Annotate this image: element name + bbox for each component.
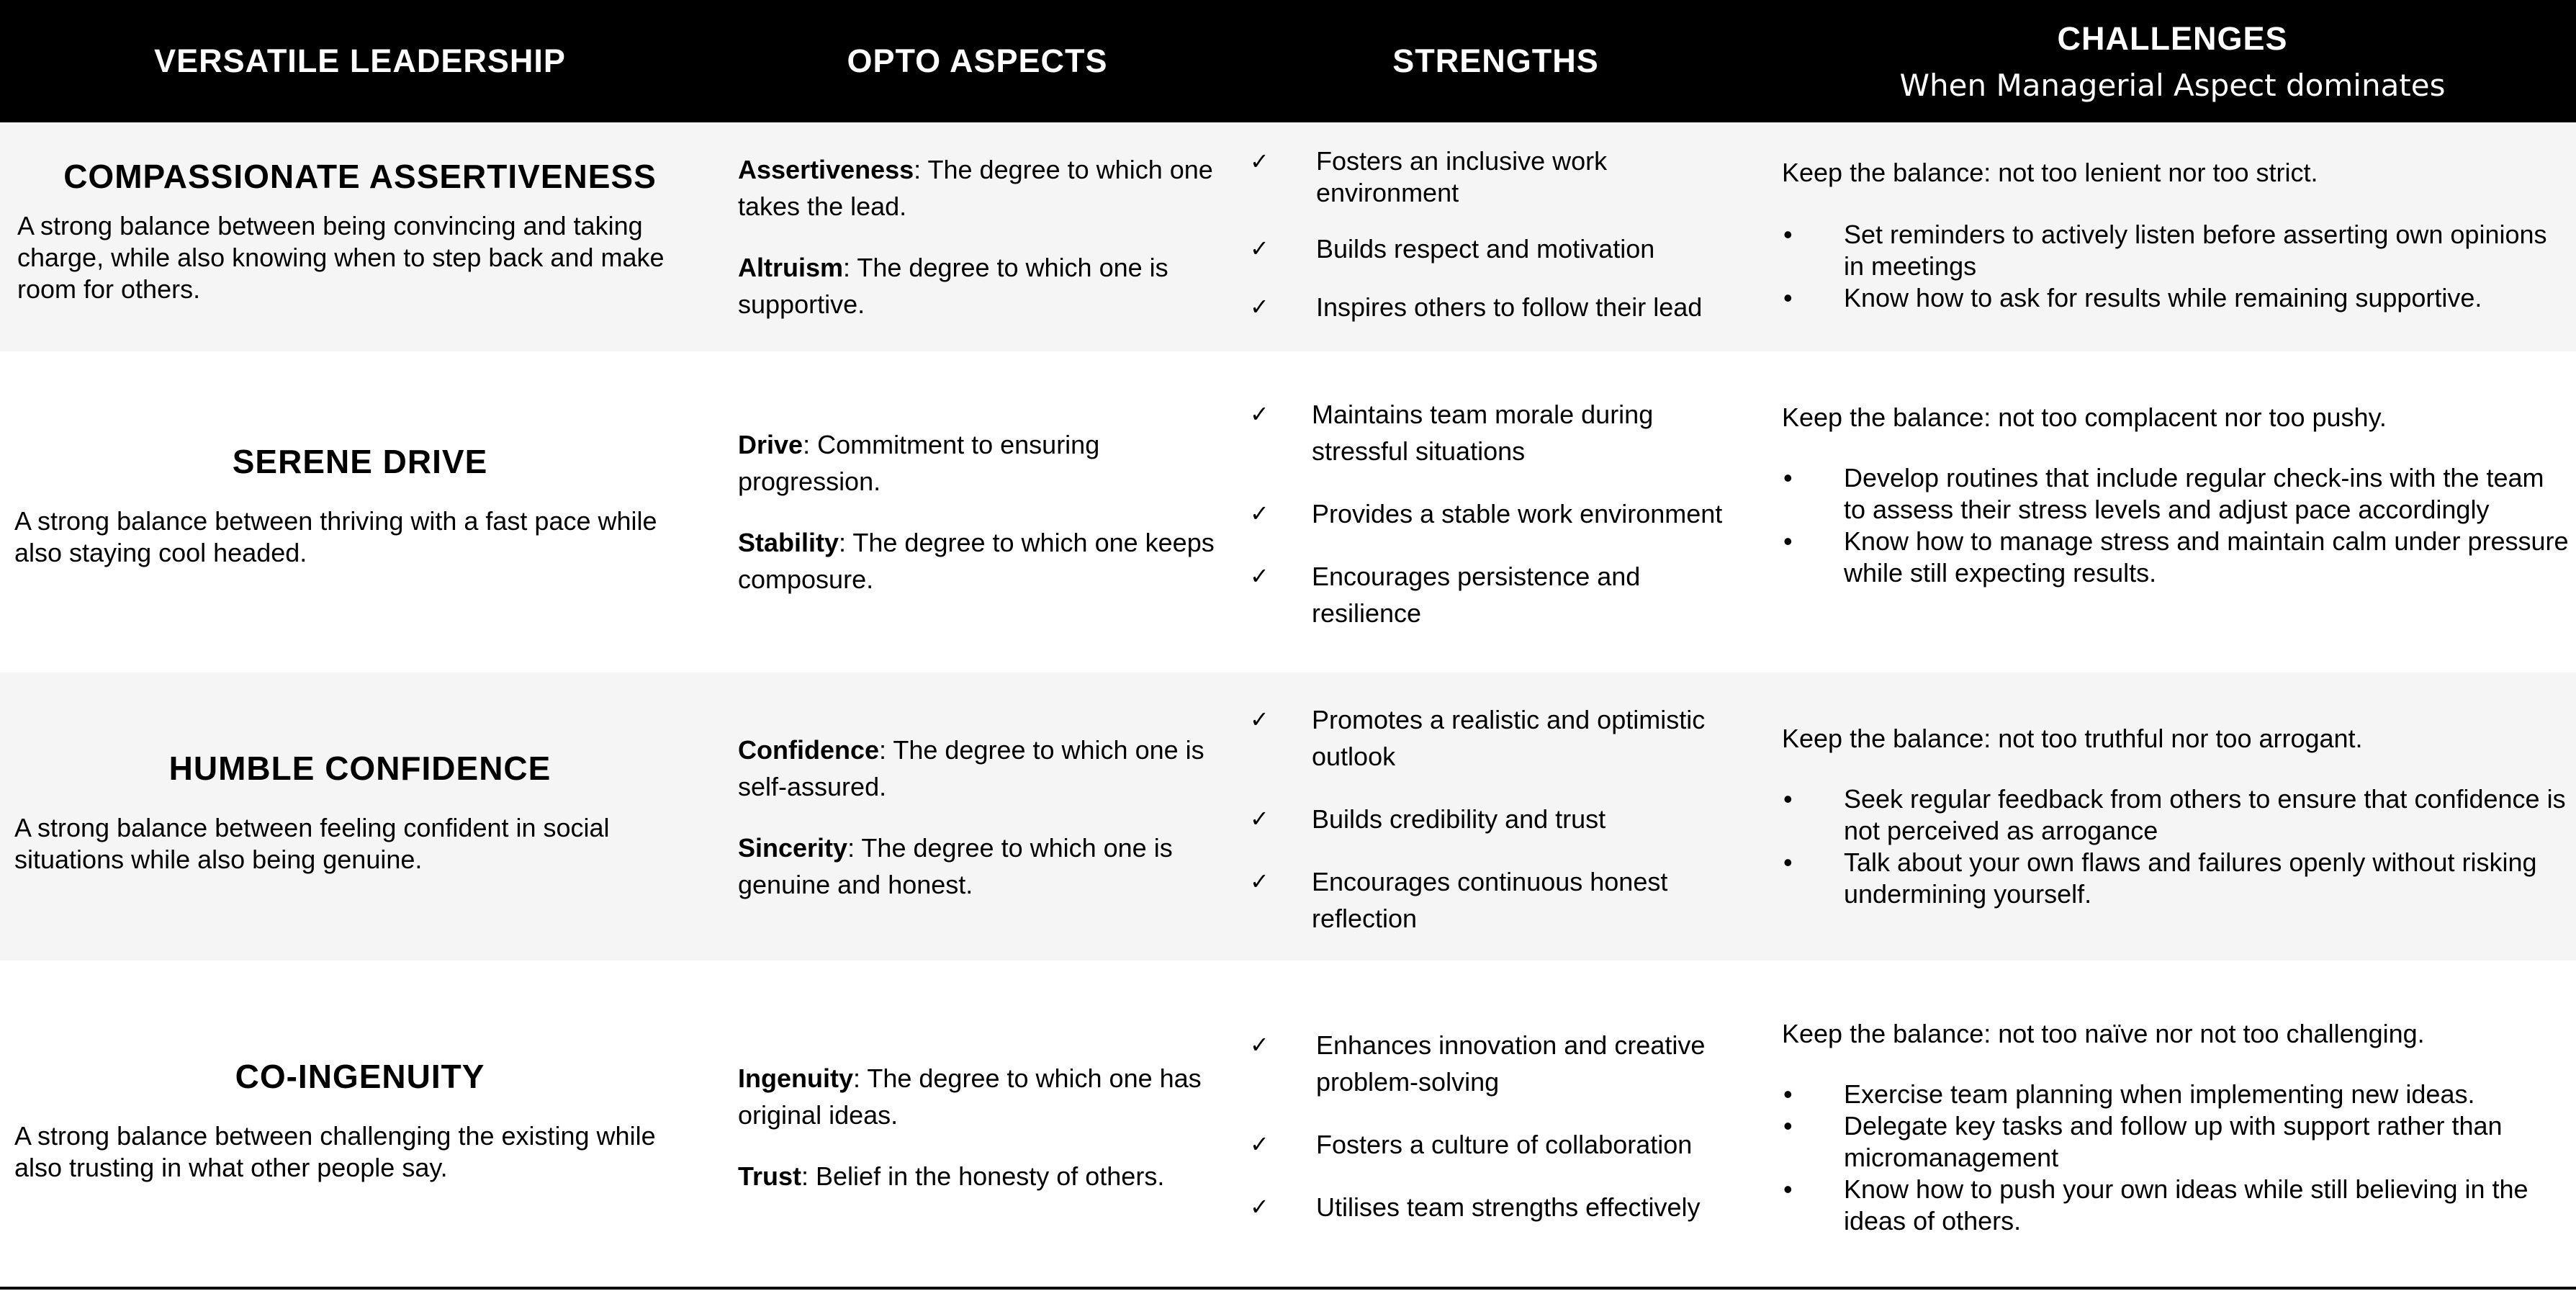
challenges-cell	[1782, 723, 2570, 910]
aspect-definition: : Commitment to ensuring progression.	[738, 430, 1100, 496]
check-icon: ✓	[1250, 293, 1269, 320]
strength-item	[1246, 1027, 1757, 1100]
aspect-definition: : The degree to which one is genuine and honest.	[738, 833, 1173, 899]
check-icon: ✓	[1250, 868, 1269, 895]
challenge-item	[1782, 1174, 2570, 1237]
bullet-icon: •	[1783, 784, 1793, 814]
check-icon: ✓	[1250, 1130, 1269, 1158]
challenge-text: Know how to manage stress and maintain calm under pressure while still expecting results.	[1844, 526, 2569, 588]
aspect-item	[738, 1158, 1228, 1195]
bullet-icon: •	[1783, 1174, 1793, 1204]
challenges-cell	[1782, 157, 2570, 314]
challenge-text: Exercise team planning when implementing new ideas.	[1844, 1079, 2475, 1109]
table-row	[0, 122, 2576, 351]
leadership-cell	[0, 1057, 720, 1184]
strength-text: Builds credibility and trust	[1312, 804, 1606, 834]
challenge-text: Set reminders to actively listen before asserting own opinions in meetings	[1844, 220, 2547, 281]
table-row	[0, 961, 2576, 1287]
bullet-icon: •	[1783, 1079, 1793, 1109]
aspects-cell	[738, 151, 1228, 347]
strength-text: Utilises team strengths effectively	[1316, 1192, 1701, 1222]
leadership-description: A strong balance between being convincing and taking charge, while also knowing when to step back and make room for others.	[17, 211, 665, 304]
bottom-divider	[0, 1287, 2576, 1290]
leadership-title: HUMBLE CONFIDENCE	[168, 750, 551, 787]
strength-text: Enhances innovation and creative problem-solving	[1316, 1030, 1706, 1097]
balance-statement: Keep the balance: not too truthful nor too arrogant.	[1782, 724, 2363, 753]
leadership-description: A strong balance between challenging the existing while also trusting in what other people say.	[14, 1121, 656, 1182]
strength-text: Encourages persistence and resilience	[1312, 562, 1641, 628]
check-icon: ✓	[1250, 805, 1269, 832]
balance-statement: Keep the balance: not too complacent nor too pushy.	[1782, 402, 2387, 432]
strength-item	[1246, 558, 1757, 631]
strength-item	[1246, 1189, 1757, 1225]
strength-item	[1246, 230, 1757, 267]
challenge-item	[1782, 462, 2570, 526]
check-icon: ✓	[1250, 1031, 1269, 1058]
leadership-description: A strong balance between thriving with a fast pace while also staying cool headed.	[14, 506, 657, 567]
aspect-item	[738, 249, 1228, 323]
aspect-definition: : The degree to which one keeps composure.	[738, 528, 1215, 594]
aspect-definition: : The degree to which one takes the lead.	[738, 155, 1213, 221]
aspects-cell	[738, 1060, 1228, 1219]
aspects-cell	[738, 426, 1228, 622]
header-label: VERSATILE LEADERSHIP	[154, 42, 566, 79]
aspect-item	[738, 1060, 1228, 1133]
challenge-text: Delegate key tasks and follow up with support rather than micromanagement	[1844, 1111, 2503, 1172]
check-icon: ✓	[1250, 500, 1269, 527]
strength-text: Fosters a culture of collaboration	[1316, 1130, 1693, 1159]
strength-text: Encourages continuous honest reflection	[1312, 867, 1668, 933]
challenge-item	[1782, 526, 2570, 589]
aspect-name: Drive	[738, 430, 803, 459]
aspect-definition: : The degree to which one is supportive.	[738, 253, 1168, 319]
aspect-definition: : The degree to which one has original ideas.	[738, 1063, 1202, 1130]
aspect-name: Assertiveness	[738, 155, 914, 184]
strength-text: Inspires others to follow their lead	[1316, 292, 1703, 322]
check-icon: ✓	[1250, 562, 1269, 590]
header-label: OPTO ASPECTS	[847, 42, 1108, 79]
leadership-cell	[0, 749, 720, 876]
challenge-item	[1782, 783, 2570, 847]
strength-item	[1246, 1126, 1757, 1163]
strength-text: Provides a stable work environment	[1312, 499, 1723, 528]
leadership-title: COMPASSIONATE ASSERTIVENESS	[63, 158, 657, 195]
strength-text: Builds respect and motivation	[1316, 234, 1655, 264]
aspect-item	[738, 426, 1228, 500]
strength-item	[1246, 396, 1757, 469]
leadership-title: SERENE DRIVE	[232, 443, 488, 480]
check-icon: ✓	[1250, 706, 1269, 733]
header-label: STRENGTHS	[1392, 42, 1599, 79]
leadership-cell	[0, 442, 720, 569]
header-versatile-leadership	[0, 0, 720, 122]
aspects-cell	[738, 732, 1228, 927]
header-sublabel: When Managerial Aspect dominates	[1899, 67, 2446, 103]
challenge-text: Talk about your own flaws and failures openly without risking undermining yourself.	[1844, 847, 2537, 909]
balance-statement: Keep the balance: not too naïve nor not too challenging.	[1782, 1019, 2425, 1048]
aspect-item	[738, 524, 1228, 598]
challenge-item	[1782, 847, 2570, 910]
table-row	[0, 351, 2576, 673]
strength-item	[1246, 145, 1757, 209]
strength-text: Fosters an inclusive work environment	[1316, 146, 1608, 207]
header-label: CHALLENGES	[2057, 19, 2288, 57]
header-strengths	[1246, 0, 1746, 122]
strength-text: Promotes a realistic and optimistic outlook	[1312, 705, 1706, 771]
check-icon: ✓	[1250, 148, 1269, 175]
aspect-name: Altruism	[738, 253, 844, 282]
aspect-item	[738, 732, 1228, 805]
check-icon: ✓	[1250, 235, 1269, 262]
bullet-icon: •	[1783, 463, 1793, 492]
challenge-text: Know how to ask for results while remaining supportive.	[1844, 283, 2482, 312]
challenges-cell	[1782, 1018, 2570, 1237]
strengths-cell	[1246, 1027, 1757, 1251]
challenge-item	[1782, 282, 2570, 314]
strength-item	[1246, 289, 1757, 325]
leadership-cell	[0, 157, 720, 305]
aspect-name: Trust	[738, 1161, 802, 1191]
leadership-description: A strong balance between feeling confident in social situations while also being genuine.	[14, 813, 610, 874]
aspect-item	[738, 151, 1228, 225]
challenge-item	[1782, 1079, 2570, 1110]
bullet-icon: •	[1783, 847, 1793, 877]
challenges-cell	[1782, 402, 2570, 589]
strength-item	[1246, 495, 1757, 532]
strengths-cell	[1246, 701, 1757, 963]
challenge-text: Know how to push your own ideas while still believing in the ideas of others.	[1844, 1174, 2528, 1236]
table-row	[0, 673, 2576, 961]
header-challenges	[1782, 0, 2563, 122]
leadership-title: CO-INGENUITY	[235, 1058, 485, 1095]
bullet-icon: •	[1783, 526, 1793, 556]
bullet-icon: •	[1783, 220, 1793, 249]
aspect-definition: : Belief in the honesty of others.	[801, 1161, 1165, 1191]
aspect-name: Confidence	[738, 735, 880, 765]
balance-statement: Keep the balance: not too lenient nor too strict.	[1782, 158, 2318, 187]
strengths-cell	[1246, 396, 1757, 657]
aspect-name: Stability	[738, 528, 839, 557]
strengths-cell	[1246, 145, 1757, 351]
challenge-text: Develop routines that include regular check-ins with the team to assess their stress levels and adjust pace accordingly	[1844, 463, 2544, 524]
bullet-icon: •	[1783, 1111, 1793, 1141]
strength-item	[1246, 863, 1757, 937]
strength-item	[1246, 701, 1757, 775]
bullet-icon: •	[1783, 283, 1793, 312]
challenge-text: Seek regular feedback from others to ensure that confidence is not perceived as arrogance	[1844, 784, 2566, 845]
table-header	[0, 0, 2576, 122]
strength-text: Maintains team morale during stressful situations	[1312, 400, 1654, 466]
challenge-item	[1782, 219, 2570, 282]
strength-item	[1246, 801, 1757, 837]
aspect-name: Ingenuity	[738, 1063, 853, 1093]
aspect-item	[738, 829, 1228, 903]
challenge-item	[1782, 1110, 2570, 1174]
check-icon: ✓	[1250, 1193, 1269, 1220]
header-opto-aspects	[738, 0, 1217, 122]
aspect-name: Sincerity	[738, 833, 848, 863]
check-icon: ✓	[1250, 400, 1269, 428]
aspect-definition: : The degree to which one is self-assured.	[738, 735, 1204, 801]
